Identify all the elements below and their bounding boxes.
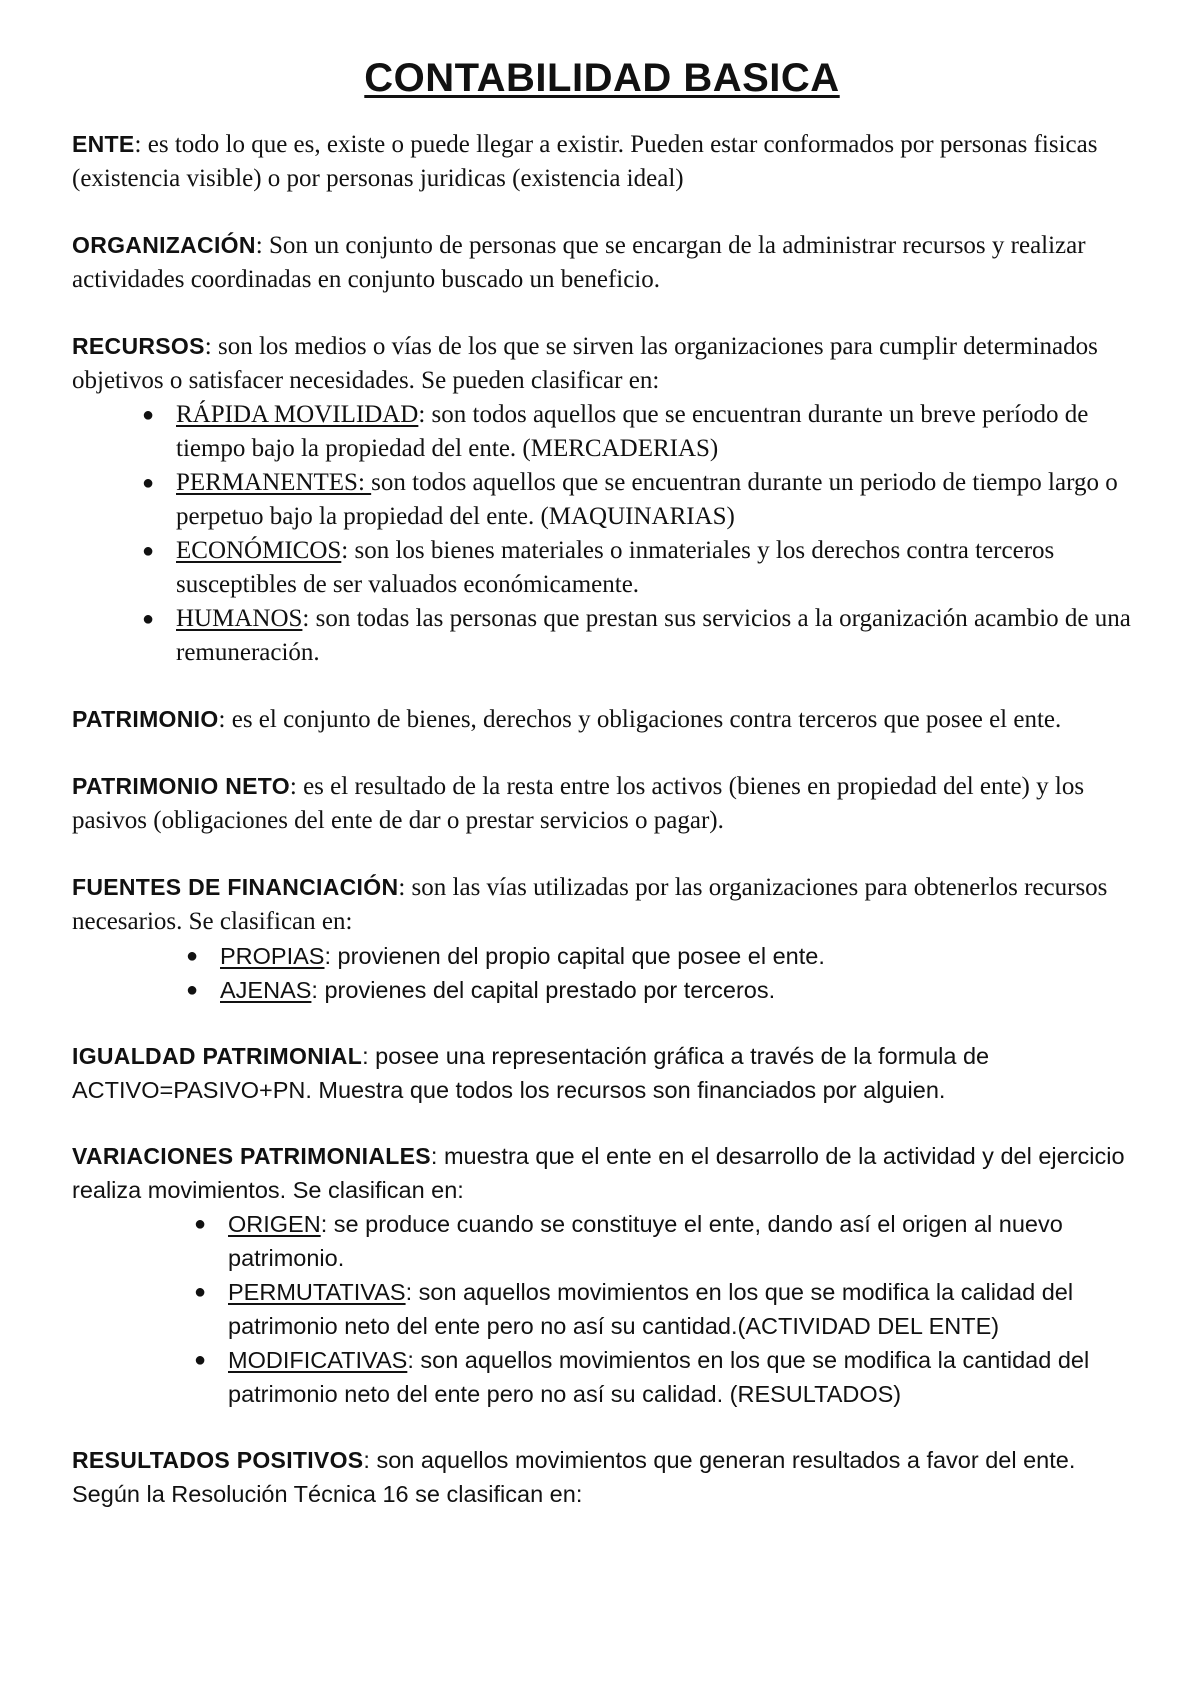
section-patrimonio-neto: [72, 769, 1132, 838]
definition-patrimonio: : es el conjunto de bienes, derechos y obligaciones contra terceros que posee el ente.: [218, 706, 1062, 733]
paragraph-patrimonio: [72, 702, 1132, 737]
list-item: [186, 973, 1132, 1007]
recursos-list: [72, 398, 1132, 670]
bullet-icon: ●: [194, 1281, 207, 1303]
bullet-icon: ●: [186, 945, 199, 967]
list-item-text: : son los bienes materiales o inmateriales y los derechos contra terceros susceptibles de ser valuados económicamente.: [176, 537, 1055, 598]
bullet-icon: ●: [142, 540, 155, 562]
term-patrimonio: PATRIMONIO: [72, 706, 219, 732]
list-item-label: PERMUTATIVAS: [228, 1279, 406, 1305]
list-item: [142, 534, 1132, 602]
paragraph-resultados: [72, 1443, 1132, 1511]
list-item-text: : provienen del propio capital que posee el ente.: [324, 943, 825, 969]
definition-fuentes: : son las vías utilizadas por las organizaciones para obtenerlos recursos necesarios. Se clasifican en:: [72, 874, 1108, 935]
list-item-label: ECONÓMICOS: [176, 537, 342, 564]
list-item-label: AJENAS: [220, 977, 312, 1003]
list-item: [194, 1275, 1132, 1343]
section-fuentes: [72, 870, 1132, 1007]
term-ente: ENTE: [72, 131, 135, 157]
list-item: [194, 1207, 1132, 1275]
list-item-text: : son aquellos movimientos en los que se modifica la calidad del patrimonio neto del ente pero no así su cantidad.(ACTIVIDAD DEL ENTE): [228, 1279, 1074, 1339]
list-item-label: PERMANENTES:: [176, 469, 372, 496]
term-fuentes: FUENTES DE FINANCIACIÓN: [72, 874, 399, 900]
bullet-icon: ●: [142, 404, 155, 426]
list-item-text: son todos aquellos que se encuentran durante un periodo de tiempo largo o perpetuo bajo la propiedad del ente. (MAQUINARIAS): [176, 469, 1118, 530]
list-item-label: PROPIAS: [220, 943, 325, 969]
definition-resultados: : son aquellos movimientos que generan resultados a favor del ente. Según la Resolución Técnica 16 se clasifican en:: [72, 1447, 1076, 1507]
list-item: [142, 466, 1132, 534]
paragraph-recursos: [72, 329, 1132, 398]
paragraph-variaciones: [72, 1139, 1132, 1207]
list-item-text: : son aquellos movimientos en los que se modifica la cantidad del patrimonio neto del ente pero no así su calidad. (RESULTADOS): [228, 1347, 1090, 1407]
paragraph-igualdad: [72, 1039, 1132, 1107]
section-variaciones: [72, 1139, 1132, 1411]
term-organizacion: ORGANIZACIÓN: [72, 232, 256, 258]
list-item-text: : son todos aquellos que se encuentran durante un breve período de tiempo bajo la propiedad del ente. (MERCADERIAS): [176, 401, 1089, 462]
paragraph-ente: [72, 127, 1132, 196]
section-resultados: [72, 1443, 1132, 1511]
list-item-label: RÁPIDA MOVILIDAD: [176, 401, 419, 428]
list-item: [186, 939, 1132, 973]
list-item: [142, 398, 1132, 466]
list-item-label: MODIFICATIVAS: [228, 1347, 408, 1373]
definition-organizacion: : Son un conjunto de personas que se encargan de la administrar recursos y realizar actividades coordinadas en conjunto buscado un beneficio.: [72, 232, 1086, 293]
term-patrimonio-neto: PATRIMONIO NETO: [72, 773, 290, 799]
list-item-text: : provienes del capital prestado por terceros.: [311, 977, 776, 1003]
variaciones-list: [72, 1207, 1132, 1411]
bullet-icon: ●: [194, 1349, 207, 1371]
list-item-label: ORIGEN: [228, 1211, 321, 1237]
section-organizacion: [72, 228, 1132, 297]
definition-patrimonio-neto: : es el resultado de la resta entre los activos (bienes en propiedad del ente) y los pasivos (obligaciones del ente de dar o prestar servicios o pagar).: [72, 773, 1085, 834]
term-recursos: RECURSOS: [72, 333, 205, 359]
paragraph-organizacion: [72, 228, 1132, 297]
term-resultados: RESULTADOS POSITIVOS: [72, 1447, 364, 1473]
term-igualdad: IGUALDAD PATRIMONIAL: [72, 1043, 363, 1069]
definition-ente: : es todo lo que es, existe o puede llegar a existir. Pueden estar conformados por personas fisicas (existencia visible) o por personas juridicas (existencia ideal): [72, 131, 1098, 192]
bullet-icon: ●: [142, 608, 155, 630]
term-variaciones: VARIACIONES PATRIMONIALES: [72, 1143, 431, 1169]
fuentes-list: [72, 939, 1132, 1007]
section-recursos: [72, 329, 1132, 670]
bullet-icon: ●: [186, 979, 199, 1001]
list-item: [194, 1343, 1132, 1411]
list-item-label: HUMANOS: [176, 605, 303, 632]
document-page: [72, 56, 1132, 1543]
section-patrimonio: [72, 702, 1132, 737]
list-item-text: : son todas las personas que prestan sus servicios a la organización acambio de una remuneración.: [176, 605, 1131, 666]
section-igualdad: [72, 1039, 1132, 1107]
document-title: CONTABILIDAD BASICA: [364, 56, 840, 100]
list-item: [142, 602, 1132, 670]
list-item-text: : se produce cuando se constituye el ente, dando así el origen al nuevo patrimonio.: [228, 1211, 1063, 1271]
definition-variaciones: : muestra que el ente en el desarrollo de la actividad y del ejercicio realiza movimientos. Se clasifican en:: [72, 1143, 1125, 1203]
paragraph-fuentes: [72, 870, 1132, 939]
bullet-icon: ●: [142, 472, 155, 494]
definition-recursos: : son los medios o vías de los que se sirven las organizaciones para cumplir determinados objetivos o satisfacer necesidades. Se pueden clasificar en:: [72, 333, 1098, 394]
bullet-icon: ●: [194, 1213, 207, 1235]
paragraph-patrimonio-neto: [72, 769, 1132, 838]
definition-igualdad: : posee una representación gráfica a través de la formula de ACTIVO=PASIVO+PN. Muestra que todos los recursos son financiados por alguien.: [72, 1043, 990, 1103]
section-ente: [72, 127, 1132, 196]
